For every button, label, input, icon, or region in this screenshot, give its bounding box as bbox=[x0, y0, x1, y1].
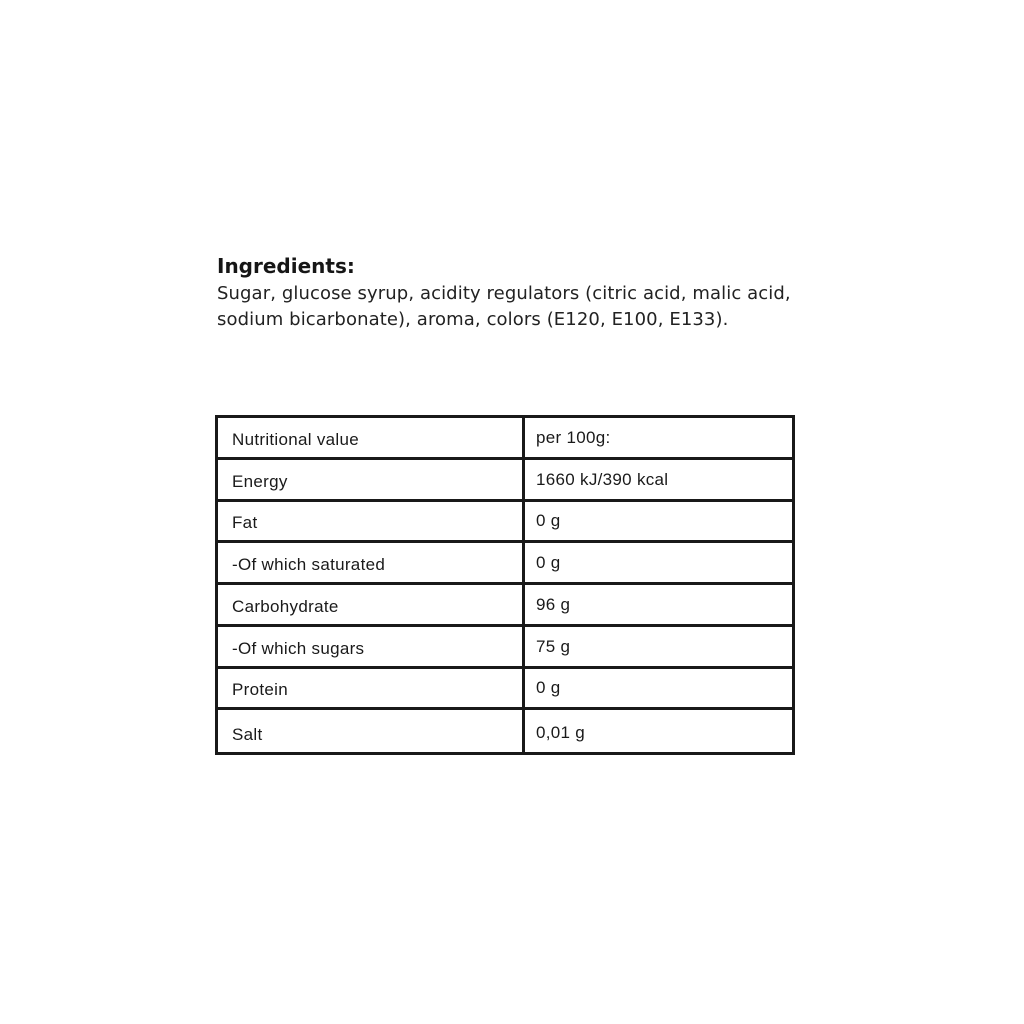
nutrient-label: -Of which sugars bbox=[218, 627, 525, 666]
table-row-fat bbox=[218, 502, 792, 544]
nutrient-label: -Of which saturated bbox=[218, 543, 525, 582]
ingredients-section bbox=[217, 253, 797, 332]
nutrient-value: 96 g bbox=[536, 594, 571, 614]
nutrient-label: Fat bbox=[218, 502, 525, 541]
table-row-sugars bbox=[218, 627, 792, 669]
nutrient-value: 0 g bbox=[536, 553, 561, 572]
table-row-carbohydrate bbox=[218, 585, 792, 627]
table-row-saturated bbox=[218, 543, 792, 585]
nutrient-value: 0 g bbox=[536, 511, 561, 531]
column-header-per-100g: per 100g: bbox=[536, 427, 611, 447]
ingredients-line: Sugar, glucose syrup, acidity regulators (citric acid, malic acid, bbox=[217, 283, 791, 304]
nutrient-label: Carbohydrate bbox=[218, 585, 525, 624]
nutrient-value: 0 g bbox=[536, 678, 561, 698]
nutrient-label: Protein bbox=[218, 669, 525, 708]
table-row-energy bbox=[218, 460, 792, 502]
nutrient-label: Salt bbox=[218, 710, 525, 752]
table-row-salt bbox=[218, 710, 792, 752]
nutrition-table bbox=[215, 415, 795, 755]
column-header-nutrient: Nutritional value bbox=[218, 418, 525, 457]
table-header-row bbox=[218, 418, 792, 460]
ingredients-line: sodium bicarbonate), aroma, colors (E120, E100, E133). bbox=[217, 308, 729, 330]
nutrient-value: 1660 kJ/390 kcal bbox=[536, 469, 669, 489]
table-row-protein bbox=[218, 669, 792, 711]
nutrient-value: 0,01 g bbox=[536, 723, 586, 742]
ingredients-heading: Ingredients: bbox=[217, 254, 355, 278]
nutrient-label: Energy bbox=[218, 460, 525, 499]
ingredients-text bbox=[217, 281, 797, 332]
nutrient-value: 75 g bbox=[536, 636, 571, 656]
